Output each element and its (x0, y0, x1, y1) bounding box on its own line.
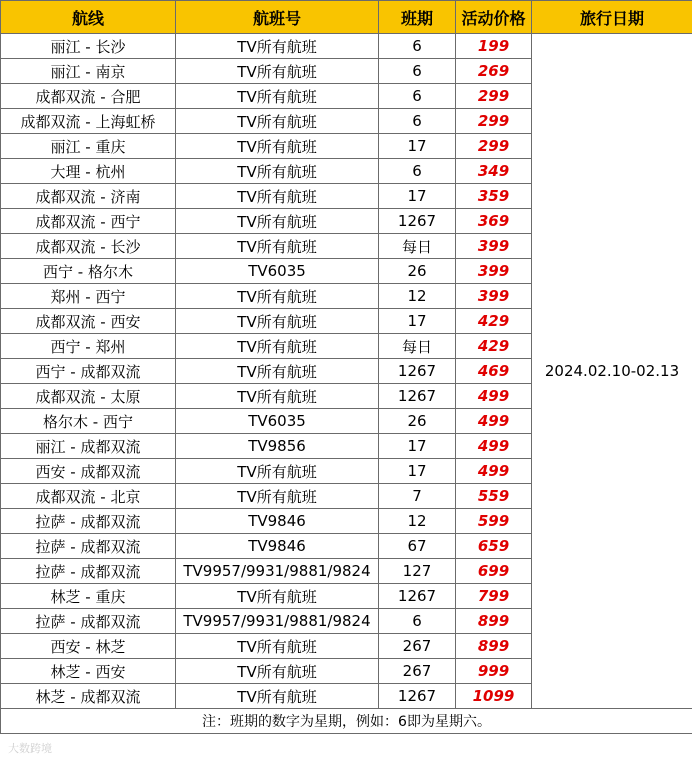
route-cell: 西安 - 成都双流 (1, 459, 176, 484)
price-cell: 349 (456, 159, 532, 184)
schedule-cell: 6 (379, 84, 456, 109)
flight-number-cell: TV所有航班 (176, 634, 379, 659)
route-cell: 大理 - 杭州 (1, 159, 176, 184)
route-cell: 西安 - 林芝 (1, 634, 176, 659)
price-cell: 359 (456, 184, 532, 209)
flight-number-cell: TV所有航班 (176, 209, 379, 234)
schedule-cell: 1267 (379, 359, 456, 384)
price-cell: 469 (456, 359, 532, 384)
flight-number-cell: TV9957/9931/9881/9824 (176, 559, 379, 584)
price-cell: 199 (456, 34, 532, 59)
watermark-logo: 大数跨境 (8, 742, 52, 755)
route-cell: 成都双流 - 北京 (1, 484, 176, 509)
price-cell: 299 (456, 134, 532, 159)
price-cell: 499 (456, 434, 532, 459)
route-cell: 林芝 - 西安 (1, 659, 176, 684)
note-row (1, 709, 692, 734)
route-cell: 拉萨 - 成都双流 (1, 559, 176, 584)
route-cell: 拉萨 - 成都双流 (1, 509, 176, 534)
header-route: 航线 (1, 1, 176, 34)
route-cell: 成都双流 - 上海虹桥 (1, 109, 176, 134)
price-cell: 699 (456, 559, 532, 584)
price-cell: 659 (456, 534, 532, 559)
route-cell: 林芝 - 重庆 (1, 584, 176, 609)
flight-number-cell: TV所有航班 (176, 384, 379, 409)
schedule-cell: 17 (379, 309, 456, 334)
price-cell: 499 (456, 459, 532, 484)
price-cell: 499 (456, 384, 532, 409)
flight-number-cell: TV6035 (176, 409, 379, 434)
flight-number-cell: TV所有航班 (176, 184, 379, 209)
flight-number-cell: TV所有航班 (176, 659, 379, 684)
route-cell: 西宁 - 成都双流 (1, 359, 176, 384)
schedule-cell: 1267 (379, 584, 456, 609)
flight-number-cell: TV所有航班 (176, 284, 379, 309)
flight-number-cell: TV9856 (176, 434, 379, 459)
route-cell: 西宁 - 格尔木 (1, 259, 176, 284)
schedule-cell: 每日 (379, 334, 456, 359)
schedule-cell: 17 (379, 434, 456, 459)
flight-number-cell: TV9957/9931/9881/9824 (176, 609, 379, 634)
schedule-cell: 6 (379, 59, 456, 84)
route-cell: 丽江 - 南京 (1, 59, 176, 84)
flight-number-cell: TV9846 (176, 534, 379, 559)
schedule-cell: 1267 (379, 209, 456, 234)
schedule-cell: 12 (379, 284, 456, 309)
price-cell: 399 (456, 284, 532, 309)
schedule-cell: 12 (379, 509, 456, 534)
price-cell: 399 (456, 259, 532, 284)
table-body (1, 34, 692, 709)
schedule-cell: 17 (379, 459, 456, 484)
flight-number-cell: TV所有航班 (176, 684, 379, 709)
schedule-cell: 6 (379, 34, 456, 59)
schedule-cell: 7 (379, 484, 456, 509)
schedule-cell: 6 (379, 609, 456, 634)
schedule-cell: 每日 (379, 234, 456, 259)
flight-number-cell: TV所有航班 (176, 234, 379, 259)
flight-number-cell: TV6035 (176, 259, 379, 284)
route-cell: 格尔木 - 西宁 (1, 409, 176, 434)
schedule-cell: 267 (379, 659, 456, 684)
travel-date-cell: 2024.02.10-02.13 (532, 34, 692, 709)
price-cell: 429 (456, 309, 532, 334)
schedule-note: 注：班期的数字为星期，例如：6即为星期六。 (1, 709, 692, 734)
flight-number-cell: TV所有航班 (176, 159, 379, 184)
header-price: 活动价格 (456, 1, 532, 34)
header-schedule: 班期 (379, 1, 456, 34)
flight-number-cell: TV所有航班 (176, 109, 379, 134)
schedule-cell: 1267 (379, 384, 456, 409)
price-cell: 1099 (456, 684, 532, 709)
schedule-cell: 1267 (379, 684, 456, 709)
flight-number-cell: TV所有航班 (176, 84, 379, 109)
route-cell: 成都双流 - 西宁 (1, 209, 176, 234)
price-cell: 899 (456, 609, 532, 634)
route-cell: 西宁 - 郑州 (1, 334, 176, 359)
route-cell: 林芝 - 成都双流 (1, 684, 176, 709)
header-flight-number: 航班号 (176, 1, 379, 34)
header-travel-date: 旅行日期 (532, 1, 692, 34)
flight-number-cell: TV所有航班 (176, 59, 379, 84)
flight-number-cell: TV所有航班 (176, 584, 379, 609)
price-cell: 599 (456, 509, 532, 534)
route-cell: 丽江 - 成都双流 (1, 434, 176, 459)
schedule-cell: 67 (379, 534, 456, 559)
header-row (1, 1, 692, 34)
price-cell: 369 (456, 209, 532, 234)
route-cell: 丽江 - 重庆 (1, 134, 176, 159)
flight-number-cell: TV所有航班 (176, 334, 379, 359)
route-cell: 丽江 - 长沙 (1, 34, 176, 59)
flight-number-cell: TV所有航班 (176, 309, 379, 334)
route-cell: 成都双流 - 西安 (1, 309, 176, 334)
schedule-cell: 17 (379, 134, 456, 159)
flight-number-cell: TV所有航班 (176, 359, 379, 384)
schedule-cell: 26 (379, 259, 456, 284)
price-cell: 899 (456, 634, 532, 659)
price-cell: 429 (456, 334, 532, 359)
schedule-cell: 17 (379, 184, 456, 209)
flight-number-cell: TV所有航班 (176, 134, 379, 159)
price-cell: 559 (456, 484, 532, 509)
price-cell: 299 (456, 109, 532, 134)
route-cell: 成都双流 - 合肥 (1, 84, 176, 109)
route-cell: 成都双流 - 长沙 (1, 234, 176, 259)
route-cell: 拉萨 - 成都双流 (1, 609, 176, 634)
flight-number-cell: TV所有航班 (176, 484, 379, 509)
schedule-cell: 267 (379, 634, 456, 659)
table-row (1, 34, 692, 59)
price-cell: 399 (456, 234, 532, 259)
schedule-cell: 6 (379, 159, 456, 184)
price-cell: 299 (456, 84, 532, 109)
flight-number-cell: TV所有航班 (176, 34, 379, 59)
price-cell: 499 (456, 409, 532, 434)
price-cell: 269 (456, 59, 532, 84)
flight-number-cell: TV所有航班 (176, 459, 379, 484)
schedule-cell: 26 (379, 409, 456, 434)
route-cell: 成都双流 - 济南 (1, 184, 176, 209)
price-cell: 999 (456, 659, 532, 684)
price-cell: 799 (456, 584, 532, 609)
flight-number-cell: TV9846 (176, 509, 379, 534)
schedule-cell: 6 (379, 109, 456, 134)
route-cell: 郑州 - 西宁 (1, 284, 176, 309)
route-cell: 成都双流 - 太原 (1, 384, 176, 409)
route-cell: 拉萨 - 成都双流 (1, 534, 176, 559)
schedule-cell: 127 (379, 559, 456, 584)
